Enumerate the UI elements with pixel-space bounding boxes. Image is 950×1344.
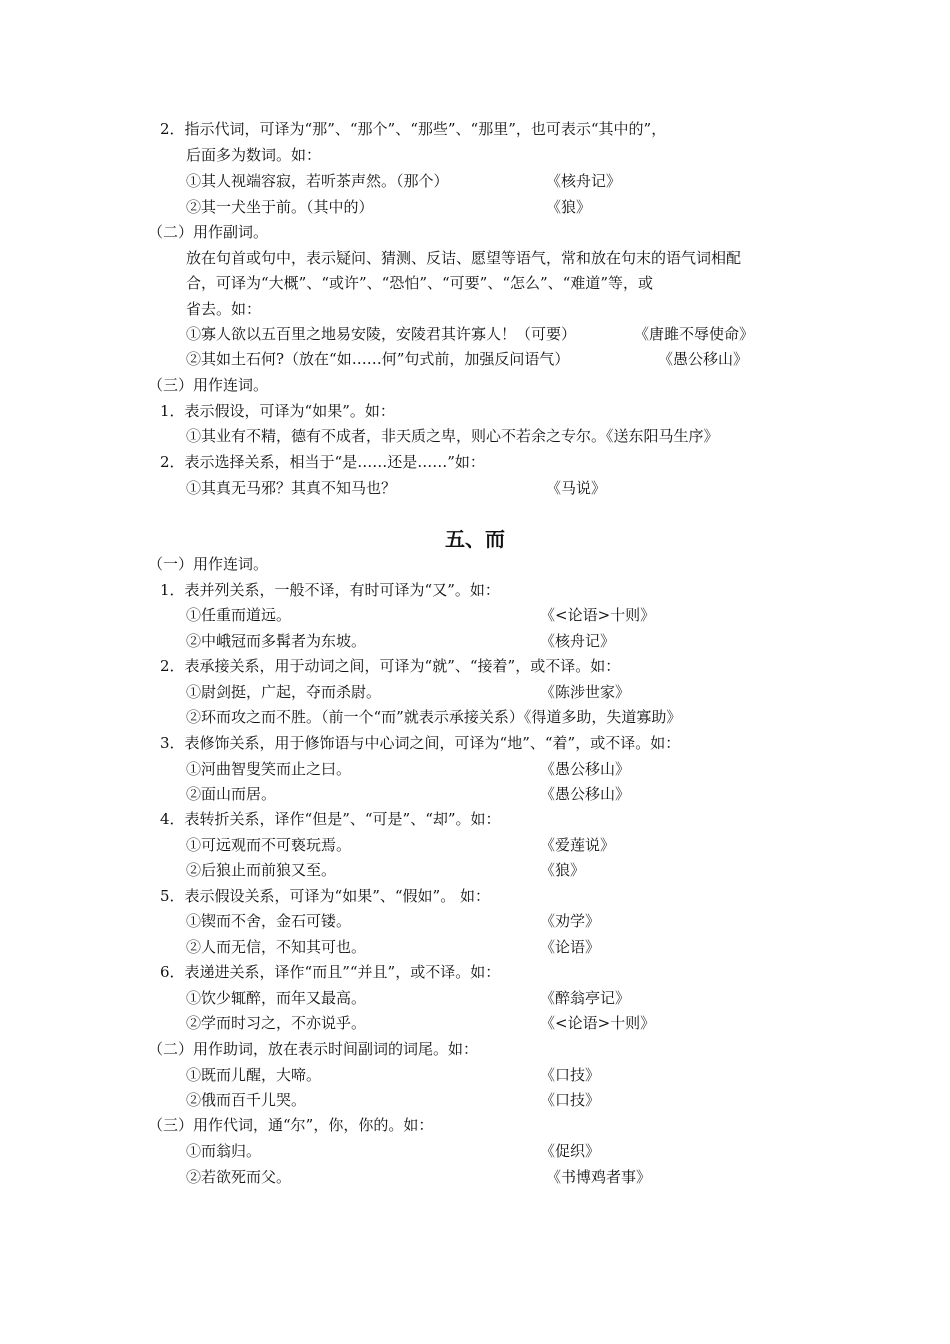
list-item: 2．表承接关系，用于动词之间，可译为“就”、“接着”，或不译。如： <box>160 657 621 675</box>
example-text: ①锲而不舍，金石可镂。 <box>186 912 352 930</box>
example-text: ①寡人欲以五百里之地易安陵，安陵君其许寡人！（可要） <box>186 325 577 343</box>
list-item: 3．表修饰关系，用于修饰语与中心词之间，可译为“地”、“着”，或不译。如： <box>160 734 681 752</box>
example-source: 《愚公移山》 <box>540 785 631 803</box>
example-text: ①其业有不精，德有不成者，非天质之卑，则心不若余之专尔。《送东阳马生序》 <box>186 427 719 445</box>
example-text: ②中峨冠而多髯者为东坡。 <box>186 632 367 650</box>
example-source: 《马说》 <box>546 479 607 497</box>
list-item: 1．表并列关系，一般不译，有时可译为“又”。如： <box>160 581 500 599</box>
paragraph-line: 省去。如： <box>186 300 262 318</box>
example-source: 《陈涉世家》 <box>540 683 631 701</box>
example-source: 《唐雎不辱使命》 <box>634 325 755 343</box>
example-source: 《狼》 <box>546 198 592 216</box>
example-text: ②学而时习之，不亦说乎。 <box>186 1014 367 1032</box>
example-text: ②面山而居。 <box>186 785 277 803</box>
example-source: 《愚公移山》 <box>540 760 631 778</box>
example-text: ②环而攻之而不胜。（前一个“而”就表示承接关系）《得道多助，失道寡助》 <box>186 708 682 726</box>
subsection-heading: （三）用作代词，通“尔”，你，你的。如： <box>148 1116 434 1134</box>
example-text: ①其真无马邪？其真不知马也？ <box>186 479 397 497</box>
example-source: 《论语》 <box>540 938 601 956</box>
example-text: ②人而无信，不知其可也。 <box>186 938 367 956</box>
example-text: ②其如土石何?（放在“如……何”句式前，加强反问语气） <box>186 350 570 368</box>
example-text: ②若欲死而父。 <box>186 1168 292 1186</box>
subsection-heading: （三）用作连词。 <box>148 376 269 394</box>
list-item: 5．表示假设关系，可译为“如果”、“假如”。 如： <box>160 887 490 905</box>
subsection-heading: （二）用作助词，放在表示时间副词的词尾。如： <box>148 1040 479 1058</box>
section-title: 五、而 <box>445 527 505 551</box>
example-source: 《醉翁亭记》 <box>540 989 631 1007</box>
subsection-heading: （二）用作副词。 <box>148 223 269 241</box>
example-text: ①既而儿醒，大啼。 <box>186 1066 322 1084</box>
example-text: ①任重而道远。 <box>186 606 292 624</box>
example-source: 《促织》 <box>540 1142 601 1160</box>
example-source: 《核舟记》 <box>540 632 616 650</box>
list-item: 1．表示假设，可译为“如果”。如： <box>160 402 395 420</box>
example-text: ②俄而百千儿哭。 <box>186 1091 307 1109</box>
example-source: 《口技》 <box>540 1066 601 1084</box>
example-text: ②后狼止而前狼又至。 <box>186 861 337 879</box>
example-text: ①尉剑挺，广起，夺而杀尉。 <box>186 683 382 701</box>
paragraph-line: 合，可译为“大概”、“或许”、“恐怕”、“可要”、“怎么”、“难道”等，或 <box>186 274 654 292</box>
example-text: ①河曲智叟笑而止之曰。 <box>186 760 352 778</box>
example-source: 《口技》 <box>540 1091 601 1109</box>
list-item: 4．表转折关系，译作“但是”、“可是”、“却”。如： <box>160 810 501 828</box>
example-source: 《狼》 <box>540 861 586 879</box>
example-source: 《核舟记》 <box>546 172 622 190</box>
example-source: 《<论语>十则》 <box>540 1014 656 1032</box>
list-item: 6．表递进关系，译作“而且”“并且”，或不译。如： <box>160 963 501 981</box>
example-text: ①可远观而不可亵玩焉。 <box>186 836 352 854</box>
example-source: 《劝学》 <box>540 912 601 930</box>
example-text: ①而翁归。 <box>186 1142 262 1160</box>
item2-line2: 后面多为数词。如： <box>186 146 322 164</box>
example-source: 《爱莲说》 <box>540 836 616 854</box>
example-source: 《愚公移山》 <box>658 350 749 368</box>
subsection-heading: （一）用作连词。 <box>148 555 269 573</box>
paragraph-line: 放在句首或句中，表示疑问、猜测、反诘、愿望等语气，常和放在句末的语气词相配 <box>186 249 742 267</box>
example-text: ①其人视端容寂，若听茶声然。（那个） <box>186 172 449 190</box>
example-text: ①饮少辄醉，而年又最高。 <box>186 989 367 1007</box>
example-text: ②其一犬坐于前。（其中的） <box>186 198 374 216</box>
list-item: 2．表示选择关系，相当于“是……还是……”如： <box>160 453 485 471</box>
item2-line1: 2．指示代词，可译为“那”、“那个”、“那些”、“那里”，也可表示“其中的”， <box>160 120 667 138</box>
example-source: 《书博鸡者事》 <box>546 1168 652 1186</box>
example-source: 《<论语>十则》 <box>540 606 656 624</box>
